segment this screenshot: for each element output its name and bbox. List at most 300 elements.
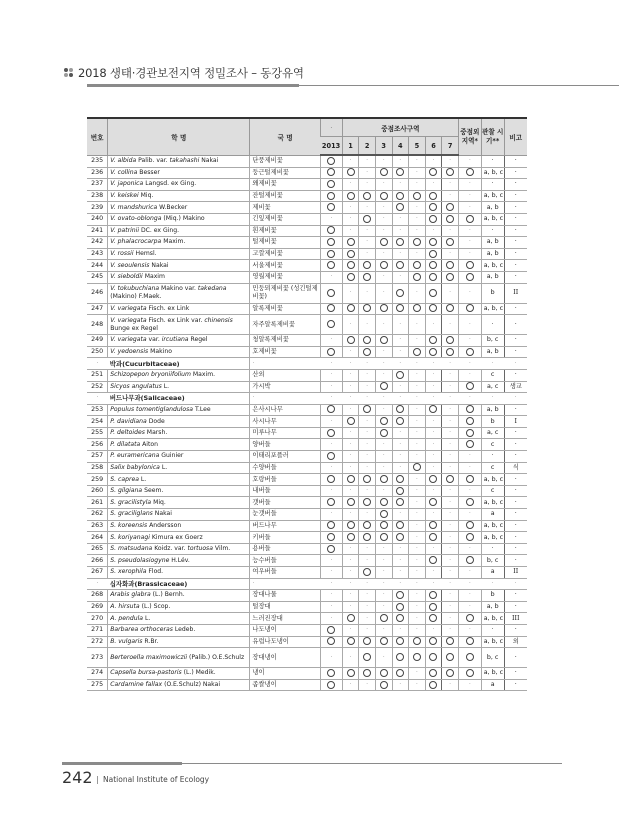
mark-2013 [320,668,342,680]
mark-zone-1 [342,636,359,648]
circle-present-icon [363,261,371,269]
circle-present-icon [327,250,335,258]
circle-present-icon [380,614,388,622]
mark-zone-4 [392,190,409,202]
circle-present-icon [327,669,335,677]
mark-zone-2 [359,648,376,668]
remark: 식 [504,462,527,474]
remark: · [504,648,527,668]
mark-2013 [320,474,342,486]
mark-zone-3: · [375,485,392,497]
mark-zone-4 [392,613,409,625]
row-no: 252 [87,381,108,393]
mark-zone-5: · [409,335,426,347]
mark-2013 [320,404,342,416]
mark-2013 [320,167,342,179]
family-cell-placeholder: · [425,393,442,405]
mark-zone-3: · [375,555,392,567]
circle-present-icon [327,452,335,460]
col-header-no: 번호 [87,118,108,155]
family-label: 박과(Cucurbitaceae) [108,358,250,370]
mark-outside-area: · [458,190,481,202]
circle-present-icon [396,653,404,661]
scientific-name-author: (L.) Scop. [139,603,171,611]
observation-period: a, b [481,202,504,214]
remark: 외 [504,636,527,648]
circle-present-icon [466,440,474,448]
mark-zone-5: · [409,679,426,691]
observation-period: a, b [481,601,504,613]
observation-period: b [481,416,504,428]
scientific-name [108,202,250,214]
mark-zone-4 [392,485,409,497]
observation-period: a, b, c [481,213,504,225]
scientific-name-author: Hemsl. [133,250,157,258]
observation-period: c [481,462,504,474]
mark-zone-7: · [442,315,459,335]
table-row [87,190,527,202]
circle-present-icon [363,273,371,281]
mark-zone-4 [392,404,409,416]
family-no-placeholder: · [87,358,108,370]
scientific-name-genus: Salix babylonica [110,463,160,471]
mark-zone-5 [409,303,426,315]
row-no: 247 [87,303,108,315]
mark-zone-2 [359,190,376,202]
mark-zone-3: · [375,213,392,225]
table-row [87,202,527,214]
circle-present-icon [466,215,474,223]
row-no: 270 [87,613,108,625]
mark-zone-3 [375,335,392,347]
remark: · [504,485,527,497]
circle-present-icon [466,168,474,176]
mark-zone-3: · [375,648,392,668]
mark-outside-area: · [458,543,481,555]
mark-zone-7 [442,202,459,214]
mark-zone-3: · [375,271,392,283]
col-header-zone-2: 2 [359,137,376,156]
table-row [87,369,527,381]
mark-zone-2: · [359,179,376,191]
mark-outside-area: · [458,369,481,381]
scientific-name-infra: ircutiana [161,336,189,344]
circle-present-icon [380,192,388,200]
mark-zone-7: · [442,416,459,428]
family-cell-placeholder: · [359,393,376,405]
mark-2013 [320,190,342,202]
mark-zone-3 [375,303,392,315]
scientific-name [108,451,250,463]
table-row [87,237,527,249]
circle-present-icon [396,591,404,599]
circle-present-icon [327,320,335,328]
row-no: 259 [87,474,108,486]
remark: · [504,225,527,237]
scientific-name [108,485,250,497]
scientific-name [108,668,250,680]
mark-zone-1 [342,335,359,347]
mark-2013 [320,260,342,272]
scientific-name-genus: V. tokubuchiana [110,285,160,293]
mark-zone-2 [359,271,376,283]
korean-name: 능수버들 [250,555,321,567]
mark-zone-7 [442,260,459,272]
mark-2013 [320,543,342,555]
scientific-name-infra: chinensis [204,316,233,324]
mark-zone-6: · [425,462,442,474]
observation-period: a, b, c [481,520,504,532]
mark-zone-1: · [342,369,359,381]
scientific-name-author: L. [159,463,168,471]
korean-name: 장대냉이 [250,648,321,668]
korean-name: 수양버들 [250,462,321,474]
mark-outside-area: · [458,451,481,463]
mark-zone-4 [392,636,409,648]
remark: · [504,439,527,451]
row-no: 244 [87,260,108,272]
mark-zone-4 [392,237,409,249]
mark-zone-3: · [375,202,392,214]
scientific-name-genus: V. ovato-oblonga [110,215,162,223]
family-kor-placeholder: · [250,358,321,370]
scientific-name-genus: Cardamine fallax [110,681,163,689]
mark-zone-3 [375,497,392,509]
circle-present-icon [327,637,335,645]
mark-zone-1: · [342,381,359,393]
col-header-zone-1: 1 [342,137,359,156]
mark-outside-area [458,439,481,451]
scientific-name [108,416,250,428]
mark-outside-area: · [458,590,481,602]
mark-zone-7: · [442,624,459,636]
mark-zone-4 [392,520,409,532]
mark-zone-3: · [375,315,392,335]
footer-rule-thick [62,762,182,765]
scientific-name [108,543,250,555]
mark-zone-6: · [425,485,442,497]
scientific-name [108,335,250,347]
circle-present-icon [363,653,371,661]
mark-outside-area [458,636,481,648]
circle-present-icon [466,348,474,356]
scientific-name-genus: Berteroella maximowiczii [110,653,188,661]
family-cell-placeholder: · [481,358,504,370]
circle-present-icon [380,498,388,506]
mark-zone-6 [425,613,442,625]
scientific-name [108,648,250,668]
mark-zone-5: · [409,668,426,680]
scientific-name [108,248,250,260]
observation-period: b, c [481,335,504,347]
mark-outside-area [458,555,481,567]
mark-zone-4: · [392,679,409,691]
family-cell-placeholder: · [392,358,409,370]
mark-2013: · [320,509,342,521]
mark-zone-7 [442,636,459,648]
scientific-name-author: Guinier [159,452,184,460]
table-row [87,213,527,225]
remark: · [504,520,527,532]
observation-period: a, b, c [481,668,504,680]
circle-present-icon [380,336,388,344]
circle-present-icon [327,521,335,529]
mark-zone-4: · [392,555,409,567]
scientific-name-author: Besser [137,168,160,176]
mark-zone-5: · [409,485,426,497]
col-header-zone-6: 6 [425,137,442,156]
row-no: 268 [87,590,108,602]
korean-name: 둥근털제비꽃 [250,167,321,179]
table-row [87,167,527,179]
mark-zone-6: · [425,315,442,335]
mark-zone-1: · [342,404,359,416]
scientific-name-infra: tortuosa [187,545,213,553]
mark-2013: · [320,485,342,497]
circle-present-icon [396,304,404,312]
circle-present-icon [347,261,355,269]
family-kor-placeholder: · [250,578,321,590]
mark-zone-2 [359,260,376,272]
circle-present-icon [363,475,371,483]
scientific-name [108,260,250,272]
remark: · [504,624,527,636]
circle-present-icon [429,261,437,269]
scientific-name-author: Palib. var. [136,157,170,165]
scientific-name-genus: V. variegata [110,316,147,324]
mark-zone-6: · [425,451,442,463]
circle-present-icon [429,533,437,541]
mark-zone-5: · [409,167,426,179]
circle-present-icon [466,556,474,564]
circle-present-icon [429,603,437,611]
remark: · [504,346,527,358]
circle-present-icon [380,429,388,437]
mark-zone-4 [392,303,409,315]
circle-present-icon [347,475,355,483]
family-cell-placeholder: · [359,358,376,370]
korean-name: 영월제비꽃 [250,271,321,283]
korean-name: 유럽나도냉이 [250,636,321,648]
mark-outside-area: · [458,601,481,613]
mark-zone-2: · [359,315,376,335]
observation-period: a, b, c [481,613,504,625]
remark: · [504,155,527,167]
mark-zone-5: · [409,225,426,237]
circle-present-icon [327,226,335,234]
korean-name: 키버들 [250,532,321,544]
korean-name: 느러진장대 [250,613,321,625]
mark-zone-1: · [342,485,359,497]
mark-zone-2 [359,567,376,579]
remark: · [504,404,527,416]
circle-present-icon [363,336,371,344]
mark-zone-4: · [392,381,409,393]
row-no: 273 [87,648,108,668]
remark: · [504,497,527,509]
table-header-row-1 [87,118,527,137]
mark-zone-1 [342,668,359,680]
mark-zone-1: · [342,624,359,636]
remark: 생교 [504,381,527,393]
row-no: 257 [87,451,108,463]
mark-zone-6 [425,636,442,648]
observation-period: b, c [481,555,504,567]
scientific-name [108,624,250,636]
circle-present-icon [466,417,474,425]
mark-zone-3 [375,520,392,532]
row-no: 238 [87,190,108,202]
circle-present-icon [327,238,335,246]
circle-present-icon [380,261,388,269]
mark-2013 [320,532,342,544]
mark-outside-area [458,613,481,625]
mark-zone-7: · [442,381,459,393]
mark-zone-3: · [375,283,392,303]
scientific-name-author: Makino var. [159,285,198,293]
species-table [87,117,527,691]
row-no: 235 [87,155,108,167]
mark-zone-2 [359,520,376,532]
scientific-name [108,167,250,179]
mark-zone-1: · [342,679,359,691]
circle-present-icon [429,681,437,689]
mark-zone-1: · [342,601,359,613]
mark-zone-1: · [342,555,359,567]
mark-zone-7 [442,648,459,668]
mark-zone-1 [342,237,359,249]
observation-period: · [481,624,504,636]
scientific-name-genus: S. koriyanagi [110,533,150,541]
mark-outside-area [458,416,481,428]
mark-zone-2: · [359,555,376,567]
mark-zone-4: · [392,213,409,225]
mark-zone-5: · [409,248,426,260]
circle-present-icon [363,669,371,677]
remark: · [504,601,527,613]
mark-zone-6 [425,555,442,567]
mark-zone-5: · [409,509,426,521]
row-no: 258 [87,462,108,474]
mark-zone-4: · [392,427,409,439]
scientific-name [108,474,250,486]
row-no: 274 [87,668,108,680]
table-row [87,404,527,416]
scientific-name-author: Maxim. [161,238,186,246]
mark-zone-4 [392,474,409,486]
scientific-name-author: (L.) Bernh. [150,591,185,599]
mark-zone-4: · [392,567,409,579]
scientific-name-author: W.Becker [157,203,188,211]
mark-zone-5: · [409,601,426,613]
row-no: 251 [87,369,108,381]
observation-period: a, b [481,248,504,260]
circle-present-icon [327,157,335,165]
family-cell-placeholder: · [504,578,527,590]
korean-name: 고깔제비꽃 [250,248,321,260]
circle-present-icon [347,336,355,344]
mark-zone-7: · [442,404,459,416]
family-cell-placeholder: · [392,578,409,590]
remark: · [504,543,527,555]
mark-zone-6: · [425,427,442,439]
mark-zone-5 [409,237,426,249]
circle-present-icon [413,637,421,645]
family-cell-placeholder: · [342,358,359,370]
observation-period: c [481,369,504,381]
mark-zone-6 [425,601,442,613]
mark-outside-area: · [458,237,481,249]
circle-present-icon [347,533,355,541]
col-header-zone-5: 5 [409,137,426,156]
mark-zone-5 [409,260,426,272]
mark-zone-2: · [359,381,376,393]
row-no: 271 [87,624,108,636]
mark-zone-1: · [342,202,359,214]
scientific-name-author: Nakai [149,261,169,269]
circle-present-icon [429,669,437,677]
running-head-title: 2018 생태·경관보전지역 정밀조사 – 동강유역 [78,66,304,80]
mark-zone-2: · [359,225,376,237]
row-no: 260 [87,485,108,497]
observation-period: · [481,451,504,463]
circle-present-icon [429,405,437,413]
mark-zone-6 [425,404,442,416]
circle-present-icon [429,304,437,312]
korean-name: 용버들 [250,543,321,555]
mark-2013: · [320,555,342,567]
mark-zone-1: · [342,225,359,237]
circle-present-icon [380,168,388,176]
mark-zone-7: · [442,679,459,691]
mark-zone-2: · [359,543,376,555]
family-cell-placeholder: · [458,358,481,370]
mark-zone-2: · [359,416,376,428]
table-row [87,439,527,451]
mark-zone-7 [442,668,459,680]
scientific-name-author: Makino [148,348,172,356]
mark-zone-4 [392,497,409,509]
circle-present-icon [446,669,454,677]
mark-zone-1: · [342,439,359,451]
remark: · [504,532,527,544]
remark: · [504,555,527,567]
circle-present-icon [327,348,335,356]
table-row [87,271,527,283]
mark-zone-4 [392,283,409,303]
mark-2013 [320,225,342,237]
circle-present-icon [429,653,437,661]
observation-period: a, b, c [481,497,504,509]
row-no: 261 [87,497,108,509]
circle-present-icon [327,498,335,506]
remark: · [504,427,527,439]
remark: · [504,179,527,191]
observation-period: a, b, c [481,190,504,202]
observation-period: a, b, c [481,167,504,179]
table-row [87,497,527,509]
scientific-name-genus: V. variegata [110,304,147,312]
observation-period: a [481,679,504,691]
mark-zone-7 [442,335,459,347]
korean-name: 이태리포플러 [250,451,321,463]
circle-present-icon [347,498,355,506]
circle-present-icon [466,653,474,661]
row-no: 264 [87,532,108,544]
circle-present-icon [327,405,335,413]
mark-zone-6 [425,346,442,358]
scientific-name [108,427,250,439]
